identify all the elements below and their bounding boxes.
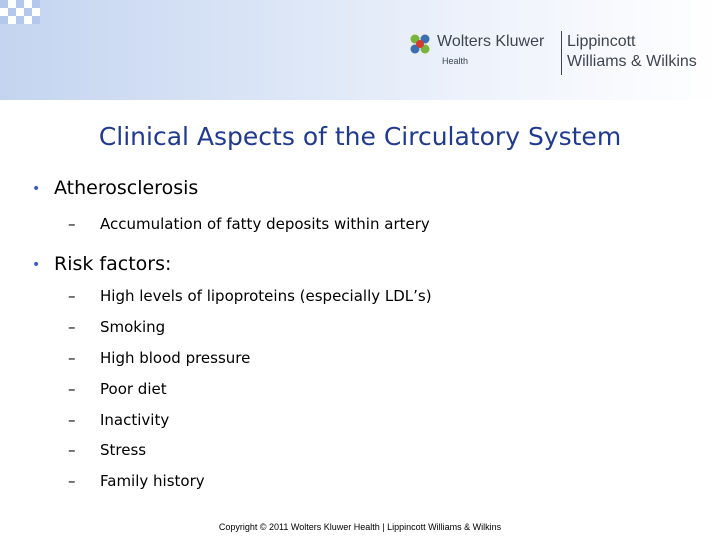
sub-bullet-text: Poor diet bbox=[100, 380, 167, 398]
sub-bullet-item bbox=[68, 411, 169, 429]
sub-bullet-item bbox=[68, 380, 167, 398]
bullet-item bbox=[32, 177, 198, 199]
wolters-kluwer-logo-icon bbox=[406, 30, 434, 58]
sub-bullet-item bbox=[68, 287, 432, 305]
sub-bullet-item bbox=[68, 349, 250, 367]
logo-lww-line2: Williams & Wilkins bbox=[567, 53, 697, 70]
logo-health-text: Health bbox=[442, 56, 469, 66]
sub-bullet-item bbox=[68, 318, 165, 336]
publisher-logo bbox=[406, 28, 720, 78]
bullet-text: Risk factors: bbox=[54, 253, 172, 275]
sub-bullet-item bbox=[68, 215, 430, 233]
dash-icon: – bbox=[68, 411, 76, 429]
sub-bullet-text: Smoking bbox=[100, 318, 166, 336]
logo-lww-line1: Lippincott bbox=[567, 33, 636, 50]
slide-title: Clinical Aspects of the Circulatory System bbox=[98, 122, 622, 151]
dash-icon: – bbox=[68, 215, 76, 233]
logo-lww-text bbox=[567, 32, 697, 72]
sub-bullet-text: High levels of lipoproteins (especially LDL’s) bbox=[100, 287, 432, 305]
copyright-footer: Copyright © 2011 Wolters Kluwer Health | Lippincott Williams & Wilkins bbox=[218, 522, 502, 532]
corner-checker-pattern bbox=[0, 0, 40, 24]
logo-divider bbox=[561, 31, 562, 75]
dash-icon: – bbox=[68, 472, 76, 490]
sub-bullet-item bbox=[68, 441, 146, 459]
bullet-item bbox=[32, 253, 171, 275]
dash-icon: – bbox=[68, 287, 76, 305]
sub-bullet-text: Accumulation of fatty deposits within artery bbox=[100, 215, 430, 233]
bullet-dot-icon: • bbox=[32, 256, 41, 273]
sub-bullet-text: Family history bbox=[100, 472, 205, 490]
sub-bullet-text: Inactivity bbox=[100, 411, 170, 429]
logo-brand-text: Wolters Kluwer bbox=[437, 33, 545, 50]
sub-bullet-text: Stress bbox=[100, 441, 147, 459]
sub-bullet-item bbox=[68, 472, 205, 490]
sub-bullet-text: High blood pressure bbox=[100, 349, 251, 367]
bullet-dot-icon: • bbox=[32, 180, 41, 197]
dash-icon: – bbox=[68, 318, 76, 336]
dash-icon: – bbox=[68, 349, 76, 367]
dash-icon: – bbox=[68, 380, 76, 398]
dash-icon: – bbox=[68, 441, 76, 459]
bullet-text: Atherosclerosis bbox=[54, 177, 199, 199]
